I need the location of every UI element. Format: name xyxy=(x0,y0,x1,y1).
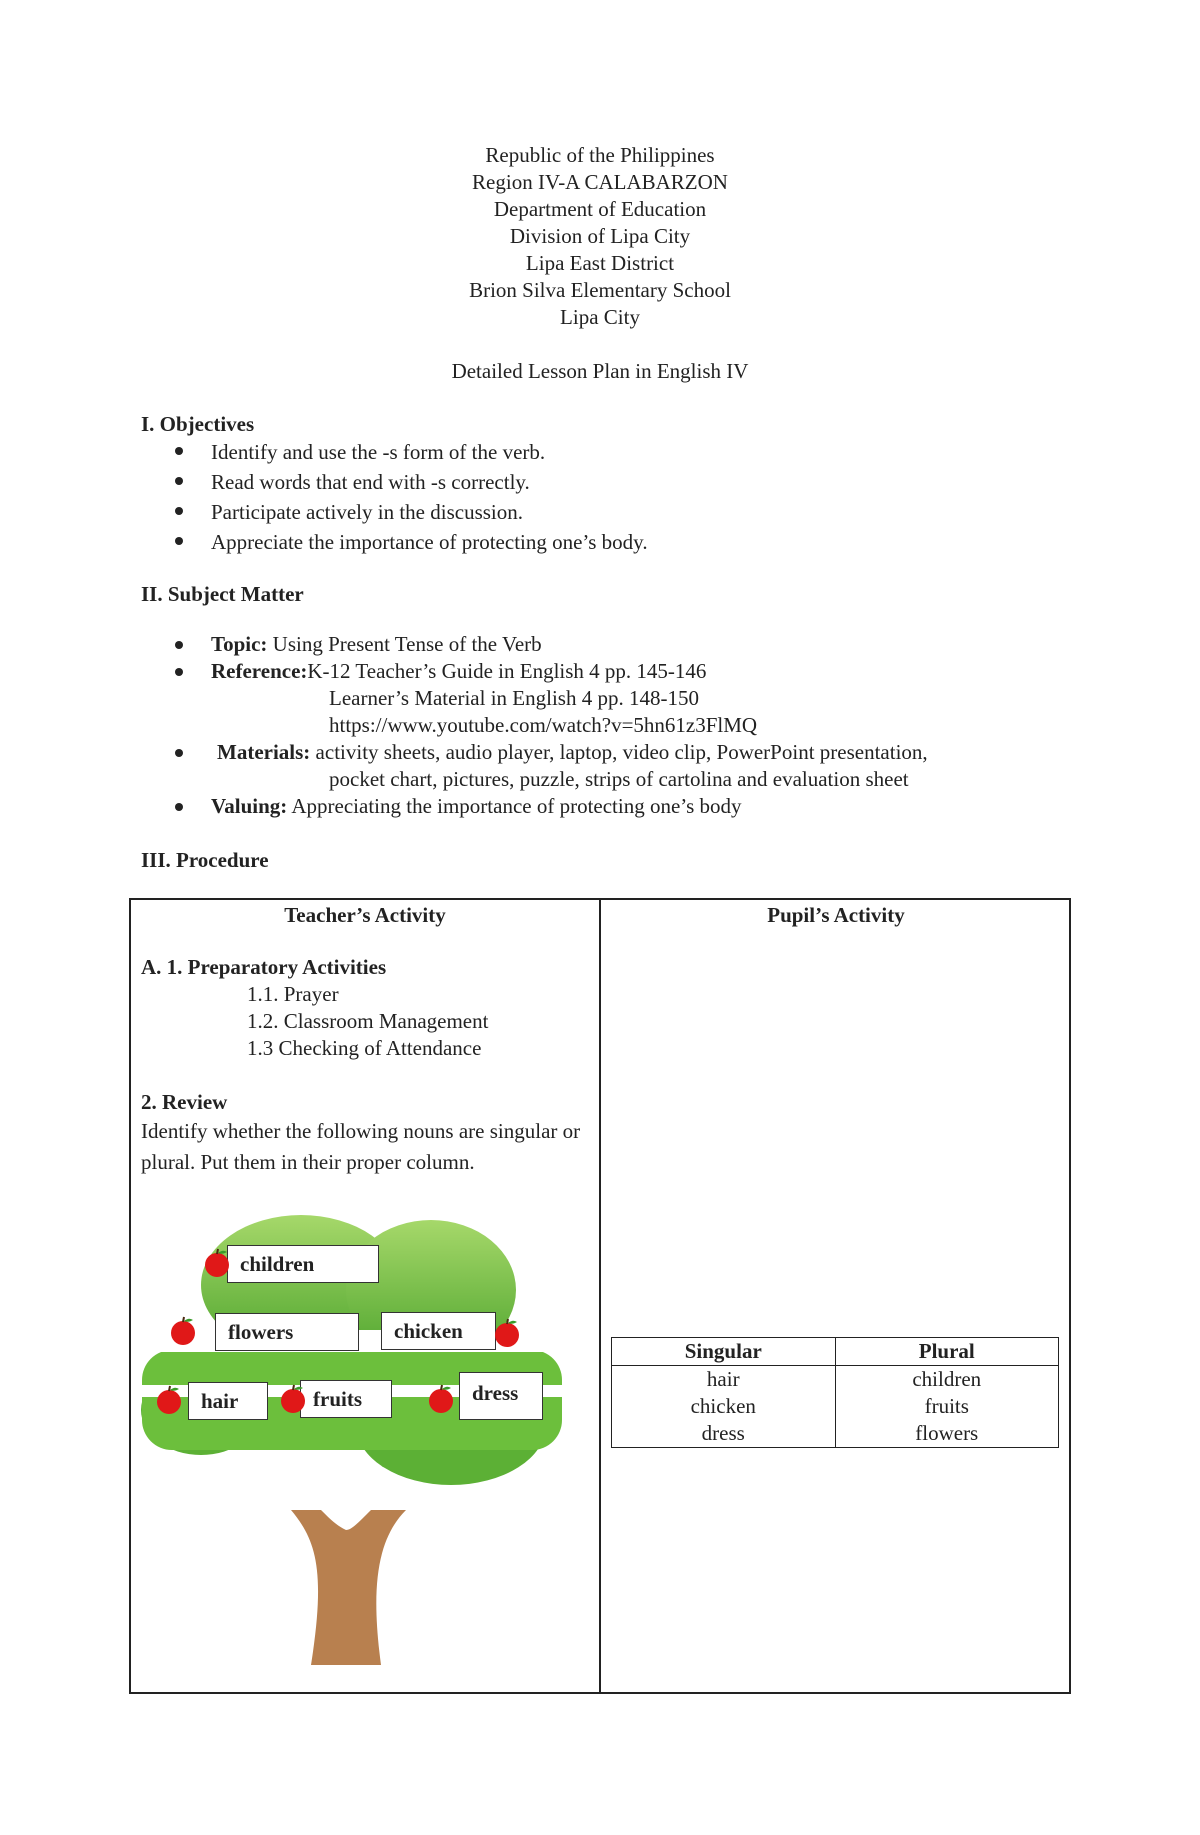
topic-label: Topic: xyxy=(211,632,268,656)
objectives-list xyxy=(175,437,648,557)
subject-matter-list xyxy=(175,631,928,820)
table-cell: dress xyxy=(612,1420,836,1448)
topic-item xyxy=(175,631,928,658)
review-instructions: Identify whether the following nouns are singular or plural. Put them in their proper column. xyxy=(141,1119,581,1174)
word-card-chicken[interactable]: chicken xyxy=(381,1312,496,1350)
materials-line: activity sheets, audio player, laptop, video clip, PowerPoint presentation, xyxy=(315,740,928,764)
objective-item: Participate actively in the discussion. xyxy=(175,497,648,527)
table-row xyxy=(612,1366,1059,1394)
materials-label: Materials: xyxy=(217,740,311,764)
reference-line: Learner’s Material in English 4 pp. 148-150 xyxy=(329,686,699,710)
header-line: Republic of the Philippines xyxy=(485,143,715,167)
word-tree-illustration xyxy=(141,1210,571,1670)
prep-item: 1.1. Prayer xyxy=(247,982,339,1006)
reference-item xyxy=(175,658,928,739)
word-card-fruits[interactable]: fruits xyxy=(300,1380,392,1418)
apple-icon xyxy=(169,1316,197,1346)
singular-plural-table xyxy=(611,1337,1059,1448)
pupil-activity-header: Pupil’s Activity xyxy=(767,903,905,927)
tree-trunk xyxy=(291,1510,406,1665)
preparatory-title: A. 1. Preparatory Activities xyxy=(141,955,387,979)
apple-icon xyxy=(203,1248,231,1278)
header-line: Division of Lipa City xyxy=(509,224,691,248)
reference-line: K-12 Teacher’s Guide in English 4 pp. 145-146 xyxy=(307,659,707,683)
prep-item: 1.2. Classroom Management xyxy=(247,1009,489,1033)
procedure-table xyxy=(129,898,1071,1694)
header-line: Brion Silva Elementary School xyxy=(469,278,731,302)
table-cell: fruits xyxy=(835,1393,1059,1420)
table-header-row xyxy=(612,1338,1059,1366)
apple-icon xyxy=(493,1318,521,1348)
lesson-title: Detailed Lesson Plan in English IV xyxy=(451,359,749,383)
table-cell: hair xyxy=(612,1366,836,1394)
plural-column-header: Plural xyxy=(835,1338,1059,1366)
reference-link[interactable]: https://www.youtube.com/watch?v=5hn61z3FlMQ xyxy=(329,713,758,737)
table-cell: flowers xyxy=(835,1420,1059,1448)
word-card-hair[interactable]: hair xyxy=(188,1382,268,1420)
reference-label: Reference: xyxy=(211,659,308,683)
table-row xyxy=(612,1420,1059,1448)
table-row xyxy=(612,1393,1059,1420)
teacher-activity-header: Teacher’s Activity xyxy=(284,903,446,927)
word-card-children[interactable]: children xyxy=(227,1245,379,1283)
subject-matter-title: II. Subject Matter xyxy=(141,582,304,606)
apple-icon xyxy=(155,1385,183,1415)
objectives-title: I. Objectives xyxy=(141,412,255,436)
header-line: Lipa City xyxy=(560,305,640,329)
materials-line: pocket chart, pictures, puzzle, strips of cartolina and evaluation sheet xyxy=(329,767,909,791)
apple-icon xyxy=(427,1384,455,1414)
procedure-title: III. Procedure xyxy=(141,848,269,872)
objective-item: Read words that end with -s correctly. xyxy=(175,467,648,497)
word-card-dress[interactable]: dress xyxy=(459,1372,543,1420)
table-cell: chicken xyxy=(612,1393,836,1420)
table-cell: children xyxy=(835,1366,1059,1394)
header-line: Lipa East District xyxy=(525,251,675,275)
valuing-item xyxy=(175,793,928,820)
header-line: Region IV-A CALABARZON xyxy=(472,170,728,194)
column-divider xyxy=(599,900,601,1692)
valuing-label: Valuing: xyxy=(211,794,288,818)
teacher-activity-content xyxy=(141,954,581,1178)
objective-item: Appreciate the importance of protecting one’s body. xyxy=(175,527,648,557)
valuing-value: Appreciating the importance of protecting one’s body xyxy=(291,794,742,818)
materials-item xyxy=(175,739,928,793)
objective-item: Identify and use the -s form of the verb. xyxy=(175,437,648,467)
prep-item: 1.3 Checking of Attendance xyxy=(247,1036,482,1060)
singular-column-header: Singular xyxy=(612,1338,836,1366)
apple-icon xyxy=(279,1384,307,1414)
document-header xyxy=(0,142,1200,385)
header-line: Department of Education xyxy=(493,197,707,221)
word-card-flowers[interactable]: flowers xyxy=(215,1313,359,1351)
review-title: 2. Review xyxy=(141,1090,228,1114)
topic-value: Using Present Tense of the Verb xyxy=(272,632,542,656)
